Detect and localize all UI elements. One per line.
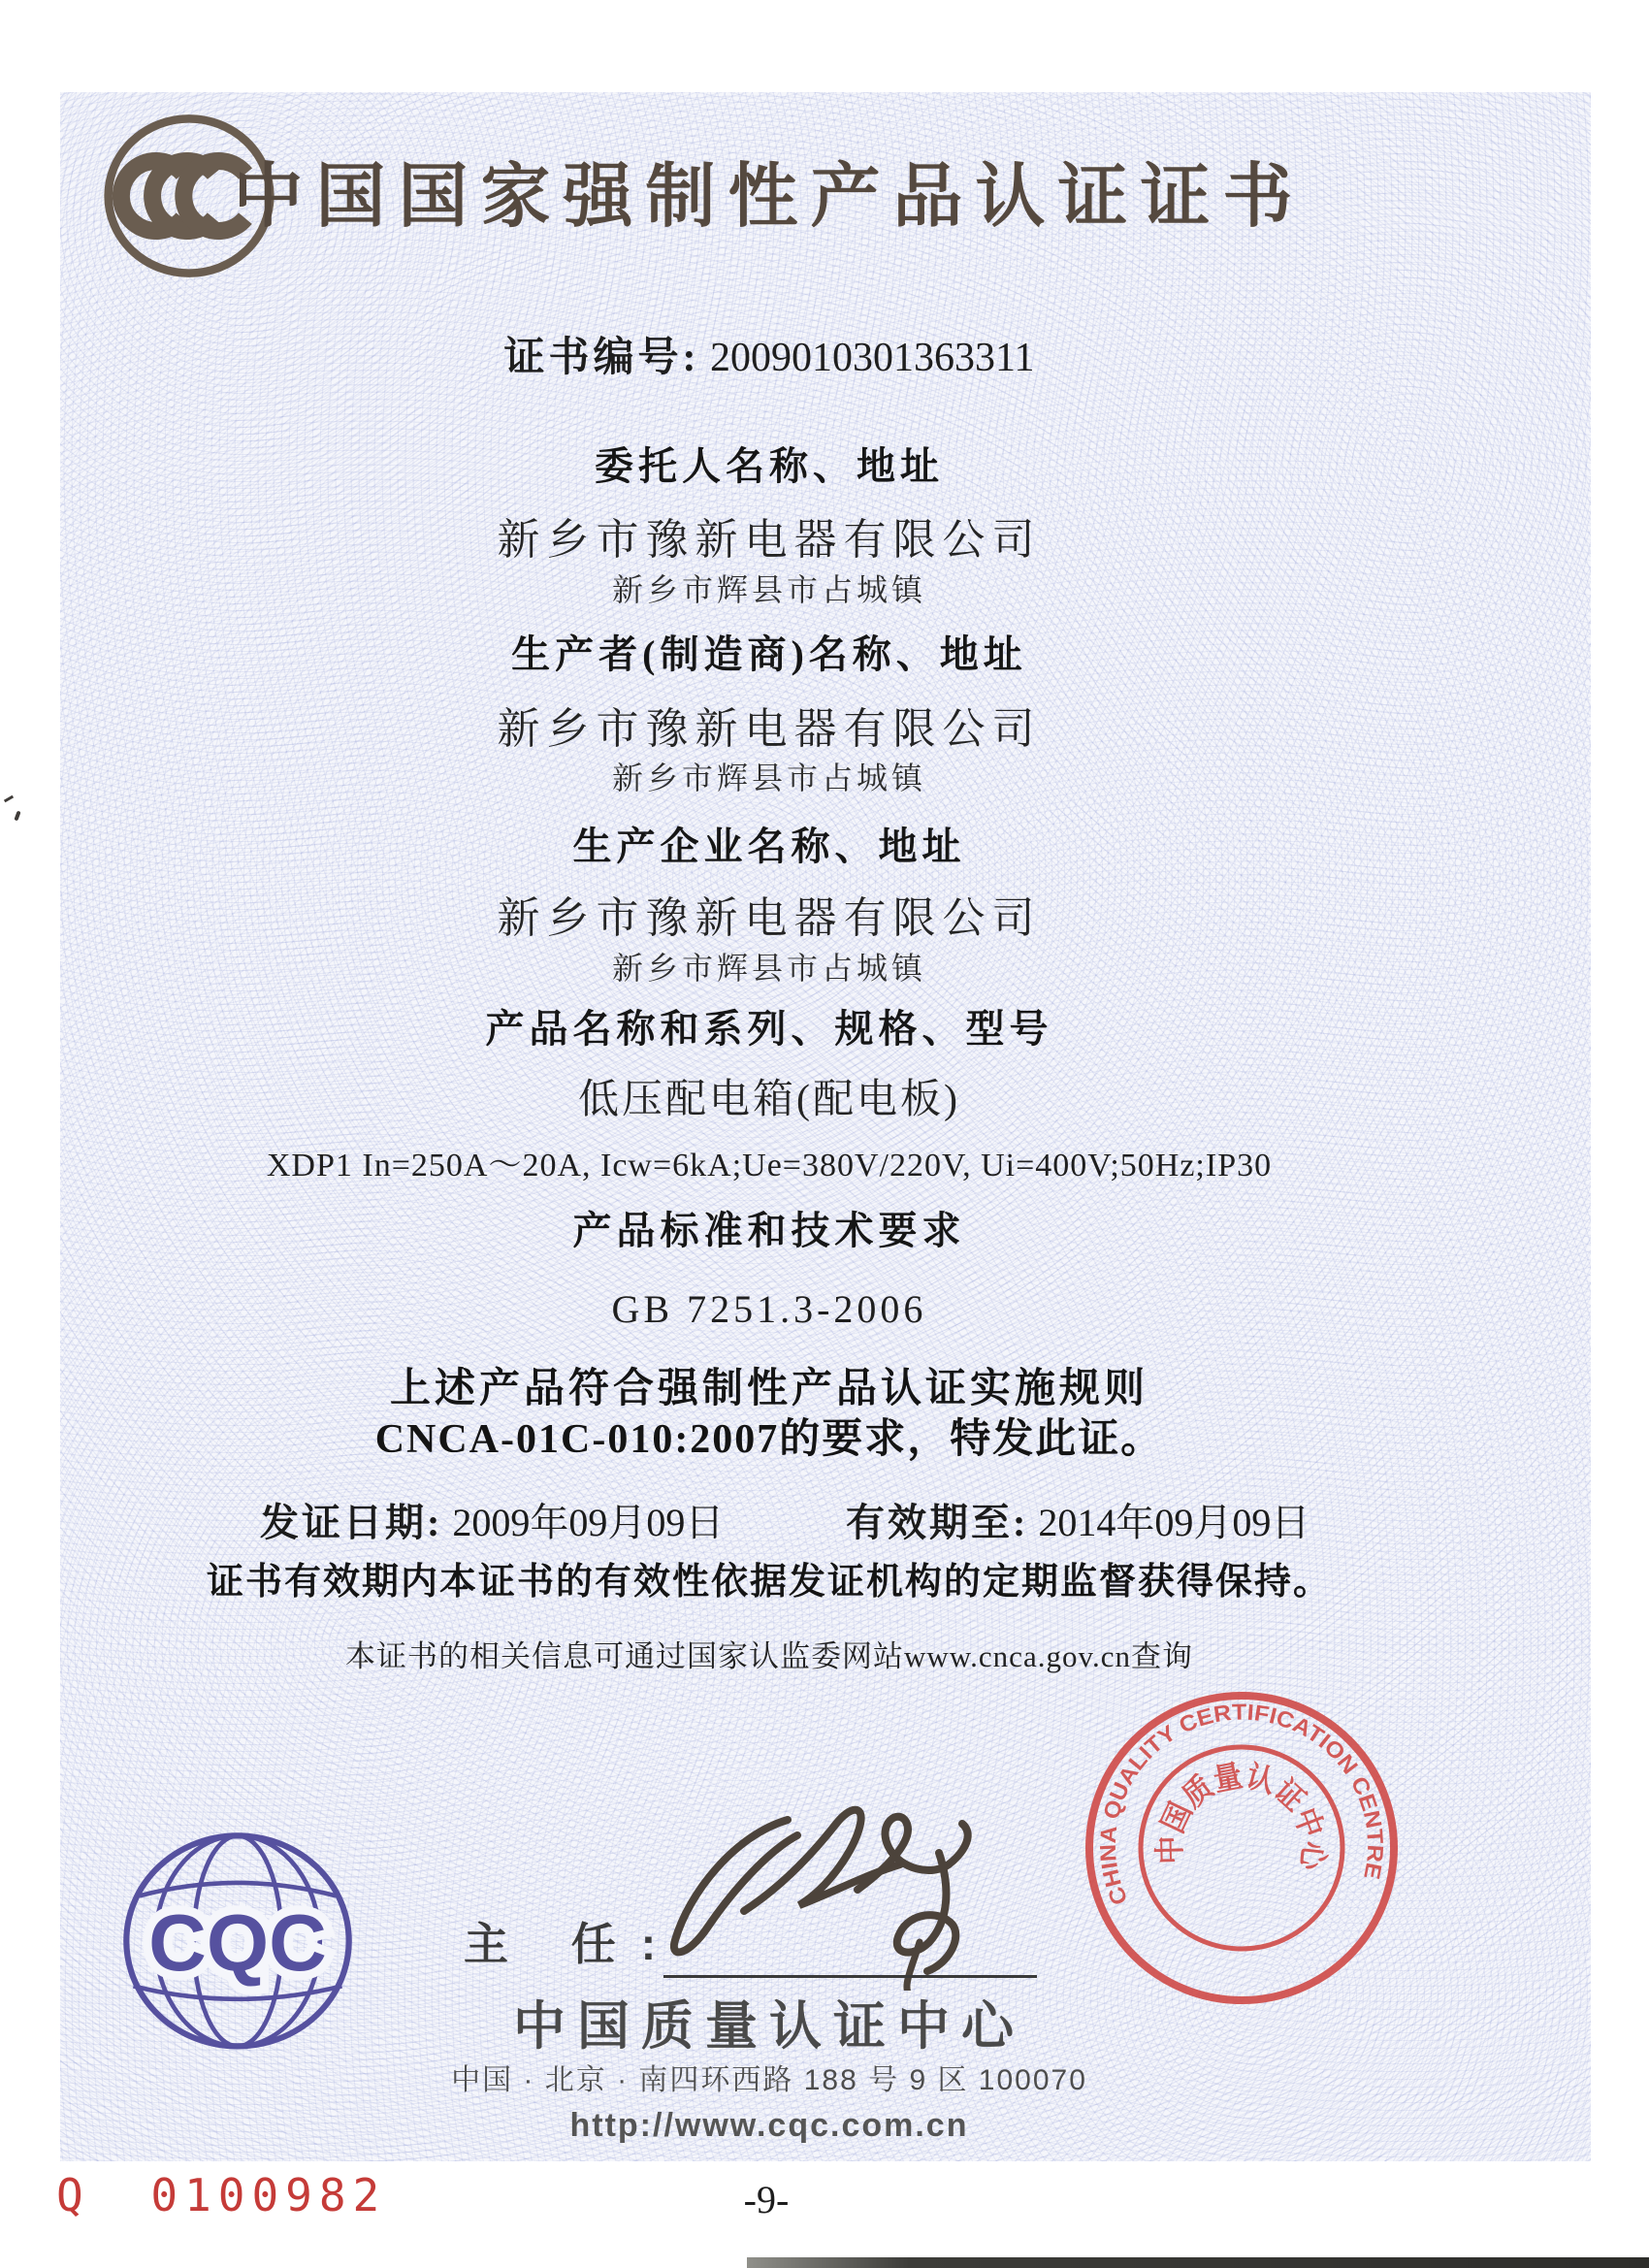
validity-notice: 证书有效期内本证书的有效性依据发证机构的定期监督获得保持。 <box>206 1562 1332 1603</box>
issue-date-label: 发证日期: <box>260 1501 443 1544</box>
applicant-address: 新乡市辉县市占城镇 <box>611 572 926 607</box>
applicant-label: 委托人名称、地址 <box>595 444 944 488</box>
issue-date-value: 2009年09月09日 <box>452 1501 725 1544</box>
svg-text:中国质量认证中心 <box>1151 1757 1333 1875</box>
page-number: -9- <box>743 2178 790 2221</box>
cqc-red-stamp <box>1075 1681 1408 2015</box>
applicant-name: 新乡市豫新电器有限公司 <box>497 516 1042 564</box>
expiry-date-label: 有效期至: <box>846 1501 1029 1544</box>
product-label: 产品名称和系列、规格、型号 <box>485 1007 1053 1051</box>
standard-value: GB 7251.3-2006 <box>611 1287 927 1331</box>
scan-edge-strip <box>747 2257 1649 2268</box>
expiry-date-group <box>846 1492 1310 1547</box>
page-title: 中国国家强制性产品认证证书 <box>233 158 1306 236</box>
statement-line2: CNCA-01C-010:2007的要求，特发此证。 <box>374 1417 1164 1462</box>
issue-date-group <box>260 1492 724 1547</box>
factory-name: 新乡市豫新电器有限公司 <box>497 894 1042 942</box>
certificate-number-line <box>61 335 1477 381</box>
serial-number: Q 0100982 <box>56 2169 387 2221</box>
factory-address: 新乡市辉县市占城镇 <box>611 951 926 986</box>
certificate-number-value: 2009010301363311 <box>710 336 1035 380</box>
certificate-number-label: 证书编号: <box>503 336 700 380</box>
pen-mark <box>2 794 27 826</box>
manufacturer-label: 生产者(制造商)名称、地址 <box>511 632 1027 676</box>
product-spec: XDP1 In=250A～20A, Icw=6kA;Ue=380V/220V, Ui=400V;50Hz;IP30 <box>266 1148 1273 1183</box>
signature-line <box>663 1975 1037 1978</box>
factory-label: 生产企业名称、地址 <box>572 825 966 868</box>
issuer-address: 中国 · 北京 · 南四环西路 188 号 9 区 100070 <box>451 2064 1087 2096</box>
stamp-inner-text: 中国质量认证中心 <box>1151 1757 1333 1875</box>
issuer-website: http://www.cqc.com.cn <box>569 2107 969 2144</box>
standard-label: 产品标准和技术要求 <box>572 1209 966 1252</box>
cqc-logo-text: CQC <box>148 1896 327 1988</box>
manufacturer-name: 新乡市豫新电器有限公司 <box>497 705 1042 753</box>
expiry-date-value: 2014年09月09日 <box>1038 1501 1310 1544</box>
issuer-name: 中国质量认证中心 <box>513 1997 1025 2056</box>
statement-line1: 上述产品符合强制性产品认证实施规则 <box>389 1367 1148 1411</box>
director-label: 主 任: <box>464 1919 682 1969</box>
info-notice: 本证书的相关信息可通过国家认监委网站www.cnca.gov.cn查询 <box>345 1639 1193 1673</box>
product-name: 低压配电箱(配电板) <box>578 1078 960 1122</box>
stamp-ring-text: CHINA QUALITY CERTIFICATION CENTRE <box>1094 1699 1389 1909</box>
signature-graphic <box>652 1797 1059 1991</box>
manufacturer-address: 新乡市辉县市占城镇 <box>611 761 926 795</box>
